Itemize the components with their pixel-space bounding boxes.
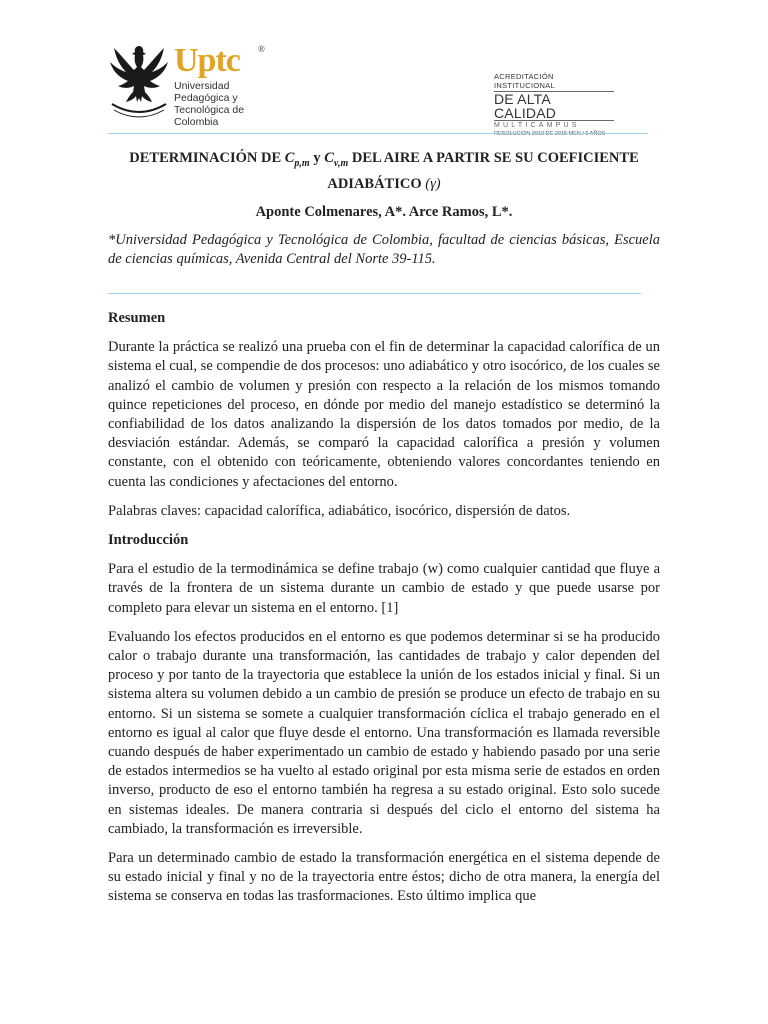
title-line2: ADIABÁTICO	[327, 175, 426, 192]
paper-title	[108, 148, 660, 194]
affiliation: *Universidad Pedagógica y Tecnológica de Colombia, facultad de ciencias básicas, Escuela de ciencias químicas, Avenida Central del Norte 39-115.	[108, 232, 660, 267]
uptc-logo	[108, 40, 278, 128]
resumen-paragraph: Durante la práctica se realizó una prueba con el fin de determinar la capacidad calorífica de un sistema el cual, se compendie de dos procesos: uno adiabático y otro isocórico, de los cuales se analizó el cambio de volumen y presión con respecto a la relación de los mismos tomando quince repeticiones del proceso, en dónde por medio del manejo estadístico se determinó la confiabilidad de los datos analizando la dispersión de los datos tomados por medio, de la desviación estándar. Además, se comparó la capacidad calorífica a presión y volumen constante, con el obtenido con teóricamente, obteniendo valores concordantes teniendo en cuenta las condiciones y afectaciones del entorno.	[108, 339, 660, 490]
accreditation-line4: RESOLUCIÓN 3910 DE 2015 MEN / 6 AÑOS	[494, 131, 606, 137]
page-header	[0, 0, 768, 135]
cv-letter: C	[324, 150, 334, 166]
authors: Aponte Colmenares, A*. Arce Ramos, L*.	[255, 204, 513, 220]
eagle-crest-icon	[108, 40, 170, 120]
paper-body	[108, 309, 660, 917]
title-part1: DETERMINACIÓN DE	[129, 150, 285, 166]
cv-subscript: v,m	[333, 157, 349, 169]
intro-paragraph-1: Para el estudio de la termodinámica se define trabajo (w) como cualquier cantidad que fluye a través de la frontera de un sistema durante un cambio de estado y que puede usarse por completo para elevar un sistema en el entorno. [1]	[108, 561, 660, 616]
brand-block	[174, 44, 278, 128]
resumen-heading: Resumen	[108, 310, 166, 326]
intro-paragraph-3: Para un determinado cambio de estado la transformación energética en el sistema depende de su estado inicial y final y no de la trayectoria entre éstos; dicho de otra manera, la energía del sistema se conserva en todas las trasformaciones. Esto último implica que	[108, 850, 660, 905]
cp-subscript: p,m	[294, 157, 310, 169]
brand-name: Uptc	[174, 42, 240, 79]
title-part3: DEL AIRE A PARTIR SE SU COEFICIENTE	[348, 150, 639, 166]
header-divider	[108, 133, 648, 134]
cp-letter: C	[284, 150, 295, 166]
university-name-line1: Universidad Pedagógica y	[174, 80, 238, 104]
cp-symbol	[284, 150, 310, 169]
cv-symbol	[324, 150, 349, 169]
gamma-symbol: (γ)	[425, 175, 441, 192]
title-part2: y	[309, 150, 325, 166]
accreditation-badge	[494, 72, 614, 137]
introduccion-heading: Introducción	[108, 532, 189, 549]
accreditation-line1: ACREDITACIÓN INSTITUCIONAL	[494, 72, 555, 90]
university-name-line2: Tecnológica de Colombia	[174, 104, 245, 128]
intro-paragraph-2: Evaluando los efectos producidos en el entorno es que podemos determinar si se ha producido calor o trabajo durante una transformación, las cantidades de trabajo y calor dependen del proceso y por tanto de la trayectoria que establece la unión de los estados inicial y final. Si un sistema altera su volumen debido a un cambio de presión se produce un efecto de trabajo en su entorno. Si un sistema se somete a cualquier transformación cíclica el trabajo generado en el entorno es igual al calor que fluye desde el entorno. Una transformación es llamada reversible cuando después de haber experimentado un cambio de estado y habiendo pasado por una serie de estados intermedios se ha vuelto al estado original por esta misma serie de estados en orden inverso, producto de eso el entorno también ha regresa a su estado original. Esto solo sucede en sistemas ideales. De manera contraria si después del ciclo el entorno del sistema ha cambiado, la transformación es irreversible.	[108, 628, 660, 837]
keywords-paragraph: Palabras claves: capacidad calorífica, adiabático, isocórico, dispersión de datos.	[108, 502, 571, 519]
affiliation-divider	[108, 293, 641, 294]
accreditation-line3: MULTICAMPUS	[494, 122, 580, 129]
registered-mark: ®	[258, 44, 265, 54]
accreditation-line2: DE ALTA CALIDAD	[494, 91, 614, 121]
